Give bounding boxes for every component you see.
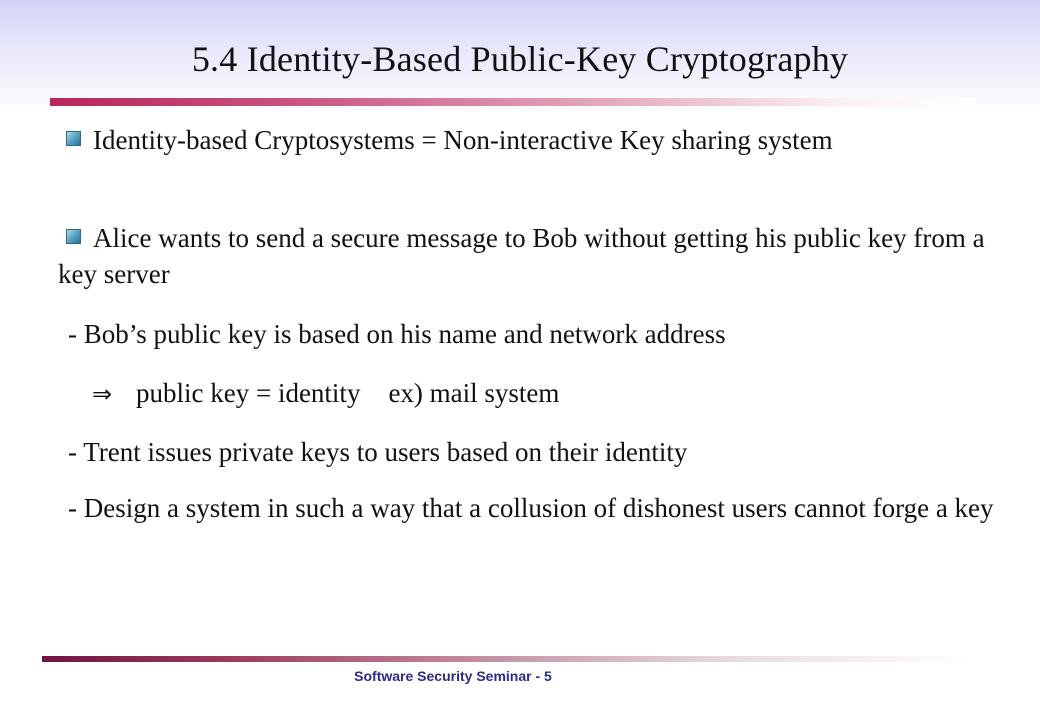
square-bullet-icon bbox=[66, 131, 81, 146]
bullet-item bbox=[58, 122, 1018, 158]
sub-point-trent: - Trent issues private keys to users based on their identity bbox=[68, 437, 688, 467]
sub-point-bob-key: - Bob’s public key is based on his name and network address bbox=[68, 319, 726, 349]
implies-text: public key = identity bbox=[136, 378, 361, 408]
sub-point-design: - Design a system in such a way that a collusion of dishonest users cannot forge a key bbox=[68, 493, 994, 523]
footer-divider bbox=[42, 656, 972, 662]
square-bullet-icon bbox=[66, 229, 81, 244]
slide-title: 5.4 Identity-Based Public-Key Cryptography bbox=[191, 39, 849, 79]
bullet-text: Alice wants to send a secure message to Bob without getting his public key from a key server bbox=[58, 223, 985, 289]
slide-footer: Software Security Seminar - 5 bbox=[354, 668, 552, 684]
bullet-item bbox=[58, 220, 1018, 292]
sub-point-implies bbox=[92, 375, 559, 412]
bullet-text: Identity-based Cryptosystems = Non-interactive Key sharing system bbox=[93, 125, 833, 155]
title-divider bbox=[50, 98, 976, 106]
implies-arrow-icon: ⇒ bbox=[92, 380, 113, 408]
implies-example: ex) mail system bbox=[388, 378, 560, 408]
